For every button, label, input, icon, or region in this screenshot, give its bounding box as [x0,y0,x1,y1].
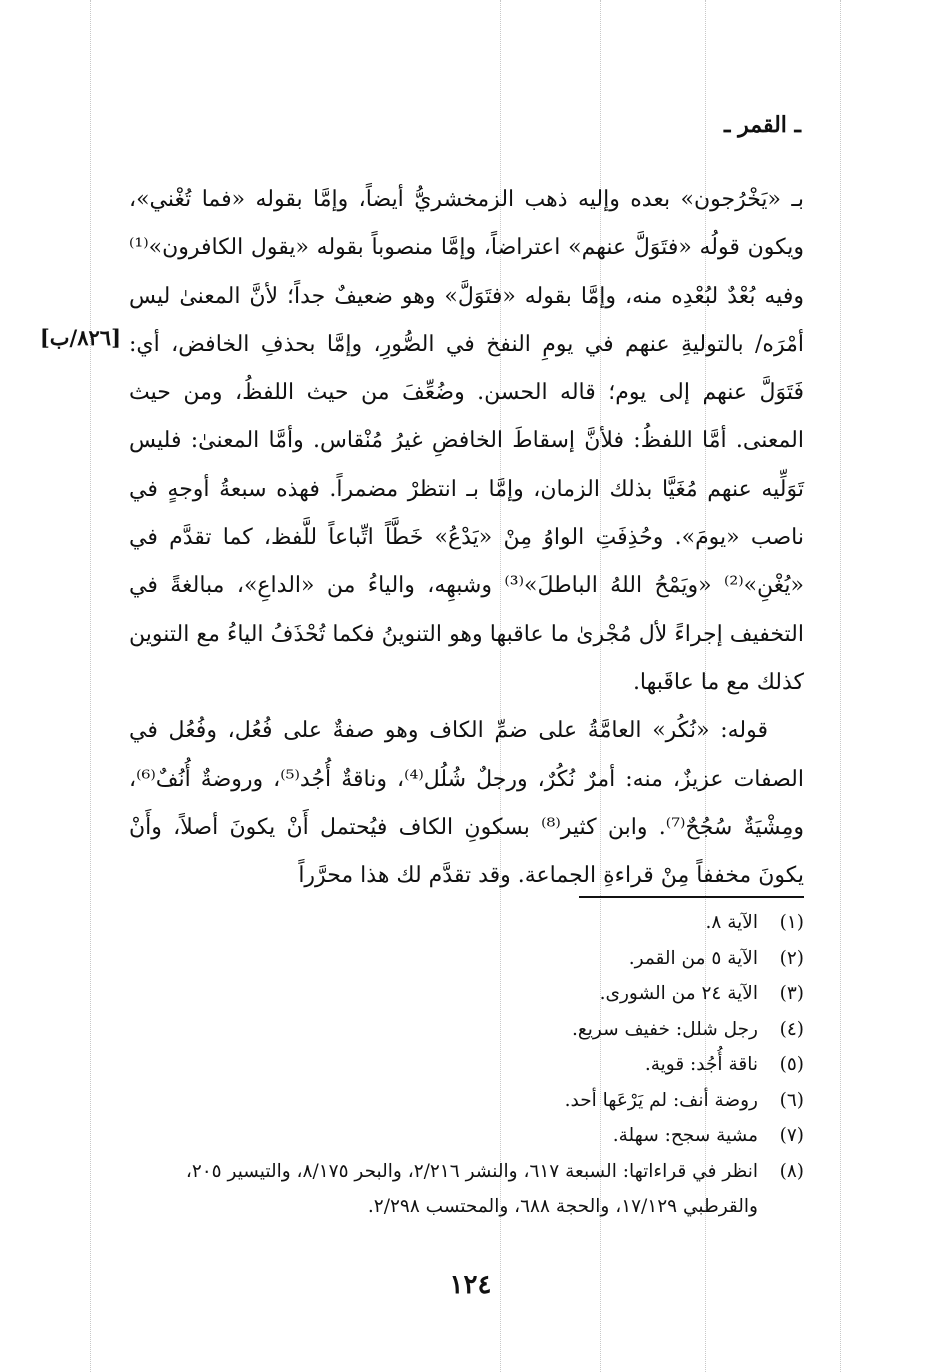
footnote [119,905,804,941]
footnote-number: (٤) [779,1018,804,1040]
footnote-text: رجل شلل: خفيف سريع. [571,1018,758,1040]
paragraph-1: بـ «يَخْرُجون» بعده وإليه ذهب الزمخشريُّ أيضاً، وإمَّا بقوله «فما تُغْني»، ويكون قولُه «فتَوَلَّ عنهم» اعتراضاً، وإمَّا منصوباً بقوله «يقول الكافرون»⁽¹⁾ وفيه بُعْدٌ لبُعْدِه منه، وإمَّا بقوله «فتَوَلَّ» وهو ضعيفٌ جداً؛ لأنَّ المعنىٰ ليس أمْرَه/ بالتوليةِ عنهم في يومِ النفخ في الصُّورِ، وإمَّا بحذفِ الخافض، أي: فَتَوَلَّ عنهم إلى يوم؛ قاله الحسن. وضُعِّفَ من حيث اللفظُ، ومن حيث المعنى. أمَّا اللفظُ: فلأنَّ إسقاطَ الخافضِ غيرُ مُنْقاس. وأمَّا المعنىٰ: فليس تَوَلِّيه عنهم مُغَيَّا بذلك الزمان، وإمَّا بـ انتظرْ مضمراً. فهذه سبعةُ أوجهٍ في ناصب «يومَ». وحُذِفَتِ الواوُ مِنْ «يَدْعُ» خَطَّاً اتِّباعاً للَّفظ، كما تقدَّم في «يُغْنِ»⁽²⁾ «ويَمْحُ اللهُ الباطلَ»⁽³⁾ وشبهِه، والياءُ من «الداعِ»، مبالغةً في التخفيف إجراءً لأل مُجْرىٰ ما عاقبها وهو التنوينُ فكما تُحْذَفُ الياءُ مع التنوين كذلك مع ما عاقَبها. [129,187,804,695]
footnote-number: (٣) [779,983,804,1004]
footnote-separator [579,896,804,898]
footnote-number: (١) [779,912,804,933]
footnote-text: الآية ٢٤ من الشورى. [599,983,758,1004]
footnote-text: روضة أنف: لم يَرْعَها أحد. [564,1089,758,1111]
footnote [119,1012,804,1048]
footnote [119,1083,804,1119]
footnote-text: الآية ٥ من القمر. [628,947,758,969]
page-number: ١٢٤ [449,1270,492,1300]
running-header: ـ القمر ـ [723,112,801,138]
footnote [119,1047,804,1083]
footnote-number: (٢) [779,947,804,969]
footnote-number: (٧) [779,1125,804,1146]
footnote [119,1118,804,1154]
footnote [119,941,804,977]
footnote-number: (٨) [779,1160,804,1182]
footnote-number: (٥) [779,1054,804,1075]
main-text [129,176,804,900]
footnote-text: ناقة أُجُد: قوية. [644,1054,758,1075]
paragraph-2: قوله: «نُكُر» العامَّةُ على ضمِّ الكاف وهو صفةٌ على فُعُل، وفُعُل في الصفات عزيزٌ، منه: أمرٌ نُكُرٌ، ورجلٌ شُلُل⁽⁴⁾، وناقةٌ أُجُد⁽⁵⁾، وروضةٌ أُنُفٌ⁽⁶⁾، ومِشْيَةٌ سُجُحٌ⁽⁷⁾. وابن كثير⁽⁸⁾ بسكونِ الكاف فيُحتمل أَنْ يكونَ أصلاً، وأَنْ يكونَ مخففاً مِنْ قراءةِ الجماعة. وقد تقدَّم لك هذا محرَّراً [129,718,804,889]
footnote-number: (٦) [779,1089,804,1111]
footnote-text: انظر في قراءاتها: السبعة ٦١٧، والنشر ٢/٢١٦، والبحر ٨/١٧٥، والتيسير ٢٠٥، والقرطبي ١٧/١٢٩، والحجة ٦٨٨، والمحتسب ٢/٢٩٨. [185,1160,758,1217]
footnote-text: مشية سجح: سهلة. [612,1125,758,1146]
scan-dotted-line [90,0,91,1372]
footnote [119,1154,804,1225]
footnote-text: الآية ٨. [705,912,758,933]
footnotes [119,905,804,1225]
manuscript-folio-ref: [٨٢٦/ب] [39,325,121,350]
footnote [119,976,804,1012]
scan-dotted-line [840,0,841,1372]
